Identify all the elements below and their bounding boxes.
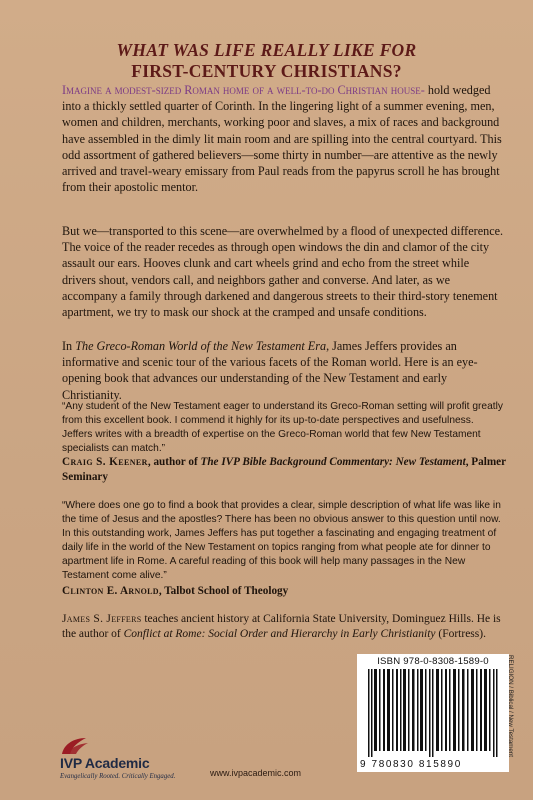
endorser-affiliation-2: , Talbot School of Theology bbox=[158, 585, 289, 597]
endorsement-quote-1: “Any student of the New Testament eager to understand its Greco-Roman setting will profit greatly from this excellent book. I commend it highly for its up-to-date perspectives and usefulness. Jeffers writes with a breadth of expertise on the Greco-Roman world that few New Testament specialists can match.” bbox=[62, 401, 503, 454]
paragraph-intro-lead: Imagine a modest-sized Roman home of a well-to-do Christian house- bbox=[62, 83, 425, 97]
publisher-name: IVP Academic bbox=[60, 755, 150, 771]
endorser-name-2: Clinton E. Arnold bbox=[62, 585, 159, 597]
paragraph-book-text: , James Jeffers provides an informative and scenic tour of the various facets of the Roman world. Here is an eye-opening book that advances our understanding of the New Testament and early Christianity. bbox=[62, 339, 478, 402]
author-bio bbox=[62, 612, 506, 642]
endorser-name-1: Craig S. Keener bbox=[62, 456, 148, 468]
isbn-label: ISBN 978-0-8308-1589-0 bbox=[377, 656, 489, 667]
endorsement-quote-2: “Where does one go to find a book that provides a clear, simple description of what life was like in the time of Jesus and the apostles? There has been no obvious answer to this question until now. In this outstanding work, James Jeffers has put together a fascinating and engaging treatment of daily life in the world of the New Testament on topics ranging from what people ate for dinner to apartment life in Rome. A careful reading of this book will help many passages in the New Testament come alive.” bbox=[62, 500, 501, 581]
author-other-book: Conflict at Rome: Social Order and Hierarchy in Early Christianity bbox=[123, 628, 436, 640]
paragraph-book-in: In bbox=[62, 339, 76, 353]
barcode-bars bbox=[368, 669, 500, 757]
headline bbox=[40, 40, 493, 82]
book-title: The Greco-Roman World of the New Testament Era bbox=[75, 339, 327, 353]
endorsement-attribution-2 bbox=[62, 583, 506, 599]
paragraph-intro bbox=[62, 82, 506, 195]
paragraph-book bbox=[62, 338, 506, 403]
author-bio-text: teaches ancient history at California State University, Dominguez Hills. He is the author of bbox=[62, 613, 501, 640]
endorsement-attribution-1 bbox=[62, 455, 506, 484]
publisher-tagline: Evangelically Rooted. Critically Engaged. bbox=[60, 773, 176, 780]
author-bio-tail: (Fortress). bbox=[435, 628, 486, 640]
barcode-digits: 9 780830 815890 bbox=[360, 759, 462, 770]
headline-line-2: FIRST-CENTURY CHRISTIANS? bbox=[131, 61, 402, 81]
endorser-book-1: The IVP Bible Background Commentary: New Testament bbox=[200, 456, 466, 468]
endorser-affiliation-1: , Palmer Seminary bbox=[62, 456, 506, 483]
endorser-mid-1: , author of bbox=[147, 456, 201, 468]
category-code-text: RELIGION / Biblical / New Testament bbox=[507, 655, 514, 758]
paragraph-intro-text: hold wedged into a thickly settled quarter of Corinth. In the lingering light of a summer evening, men, women and children, merchants, working poor and slaves, a mix of races and background have assembled in the dimly lit main room and are spilling into the central courtyard. This odd assortment of gathered believers—some thirty in number—are attentive as the newly arrived and travel-weary emissary from Paul reads from the papyrus scroll he has brought from their apostolic mentor. bbox=[62, 83, 502, 195]
paragraph-scene: But we—transported to this scene—are overwhelmed by a flood of unexpected difference. The voice of the reader recedes as through open windows the din and clamor of the city assault our ears. Hooves clunk and cart wheels grind and echo from the street while drivers shout, vendors call, and neighbors gather and converse. And later, as we accompany a family through darkened and dangerous streets to their third-story tenement apartment, we try to mask our shock at the cramped and unsafe conditions. bbox=[62, 224, 504, 320]
headline-line-1: WHAT WAS LIFE REALLY LIKE FOR bbox=[116, 40, 417, 60]
author-name: James S. Jeffers bbox=[62, 613, 142, 625]
publisher-url: www.ivpacademic.com bbox=[210, 768, 302, 778]
category-code bbox=[507, 655, 528, 758]
